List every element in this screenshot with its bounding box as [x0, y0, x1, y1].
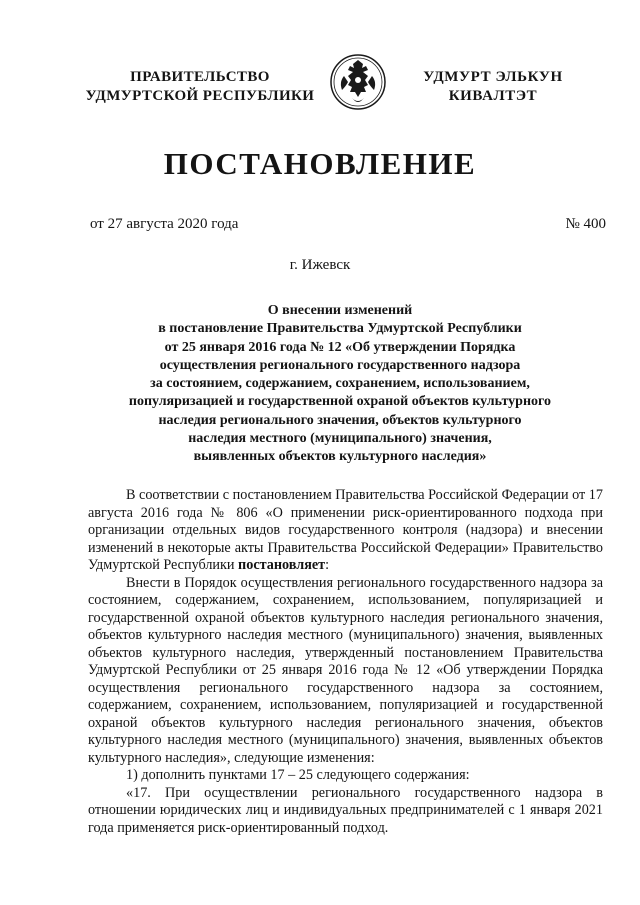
subject-line: популяризацией и государственной охраной объектов культурного: [128, 394, 552, 410]
paragraph-text: В соответствии с постановлением Правительства Российской Федерации от 17 августа 2016 года № 806 «О применении риск-ориентированного подхода при организации отдельных видов государственного контроля (надзора) и внесении изменений в некоторые акты Правительства Российской Федерации» Правительство Удмуртской Республики: [88, 487, 603, 573]
government-header-russian: [80, 68, 320, 106]
subject-line: от 25 января 2016 года № 12 «Об утверждении Порядка: [164, 339, 516, 355]
header-line: ПРАВИТЕЛЬСТВО: [130, 69, 270, 85]
body-paragraph: [88, 487, 603, 575]
government-header-udmurt: [398, 68, 588, 106]
subject-line: за состоянием, содержанием, сохранением, использованием,: [150, 376, 530, 392]
subject-line: в постановление Правительства Удмуртской Республики: [158, 321, 522, 337]
document-number: № 400: [565, 216, 606, 232]
header-line: УДМУРТ ЭЛЬКУН: [423, 69, 563, 85]
paragraph-text: :: [325, 557, 330, 573]
body-paragraph: Внести в Порядок осуществления регионального государственного надзора за состоянием, содержанием, сохранением, использованием, популяризацией и государственной охраной объектов культурного наследия регионального значения, объектов культурного наследия местного (муниципального) значения, выявленных объектов культурного наследия, утвержденный постановлением Правительства Удмуртской Республики от 25 января 2016 года № 12 «Об утверждении Порядка осуществления регионального государственного надзора за состоянием, содержанием, сохранением, использованием, популяризацией и государственной охраной объектов культурного наследия регионального значения, объектов культурного наследия местного (муниципального) значения, выявленных объектов культурного наследия», следующие изменения:: [88, 574, 603, 766]
coat-of-arms-udmurtia-icon: [330, 52, 386, 112]
body-paragraph: 1) дополнить пунктами 17 – 25 следующего содержания:: [126, 767, 470, 783]
subject-line: осуществления регионального государственного надзора: [159, 357, 521, 373]
subject-line: выявленных объектов культурного наследия»: [193, 449, 487, 465]
resolution-keyword: постановляет: [238, 557, 326, 573]
document-title: ПОСТАНОВЛЕНИЕ: [163, 146, 477, 181]
header-line: КИВАЛТЭТ: [448, 88, 538, 104]
subject-line: О внесении изменений: [267, 303, 413, 318]
header-line: УДМУРТСКОЙ РЕСПУБЛИКИ: [85, 88, 315, 104]
document-body: [88, 487, 603, 837]
body-paragraph: «17. При осуществлении регионального государственного надзора в отношении юридических лиц и индивидуальных предпринимателей с 1 января 2021 года применяется риск-ориентированный подход.: [88, 784, 603, 836]
document-date: от 27 августа 2020 года: [90, 216, 239, 232]
document-subject: [90, 302, 590, 467]
document-city: г. Ижевск: [289, 257, 351, 273]
subject-line: наследия регионального значения, объектов культурного: [158, 412, 522, 428]
subject-line: наследия местного (муниципального) значения,: [188, 431, 492, 447]
